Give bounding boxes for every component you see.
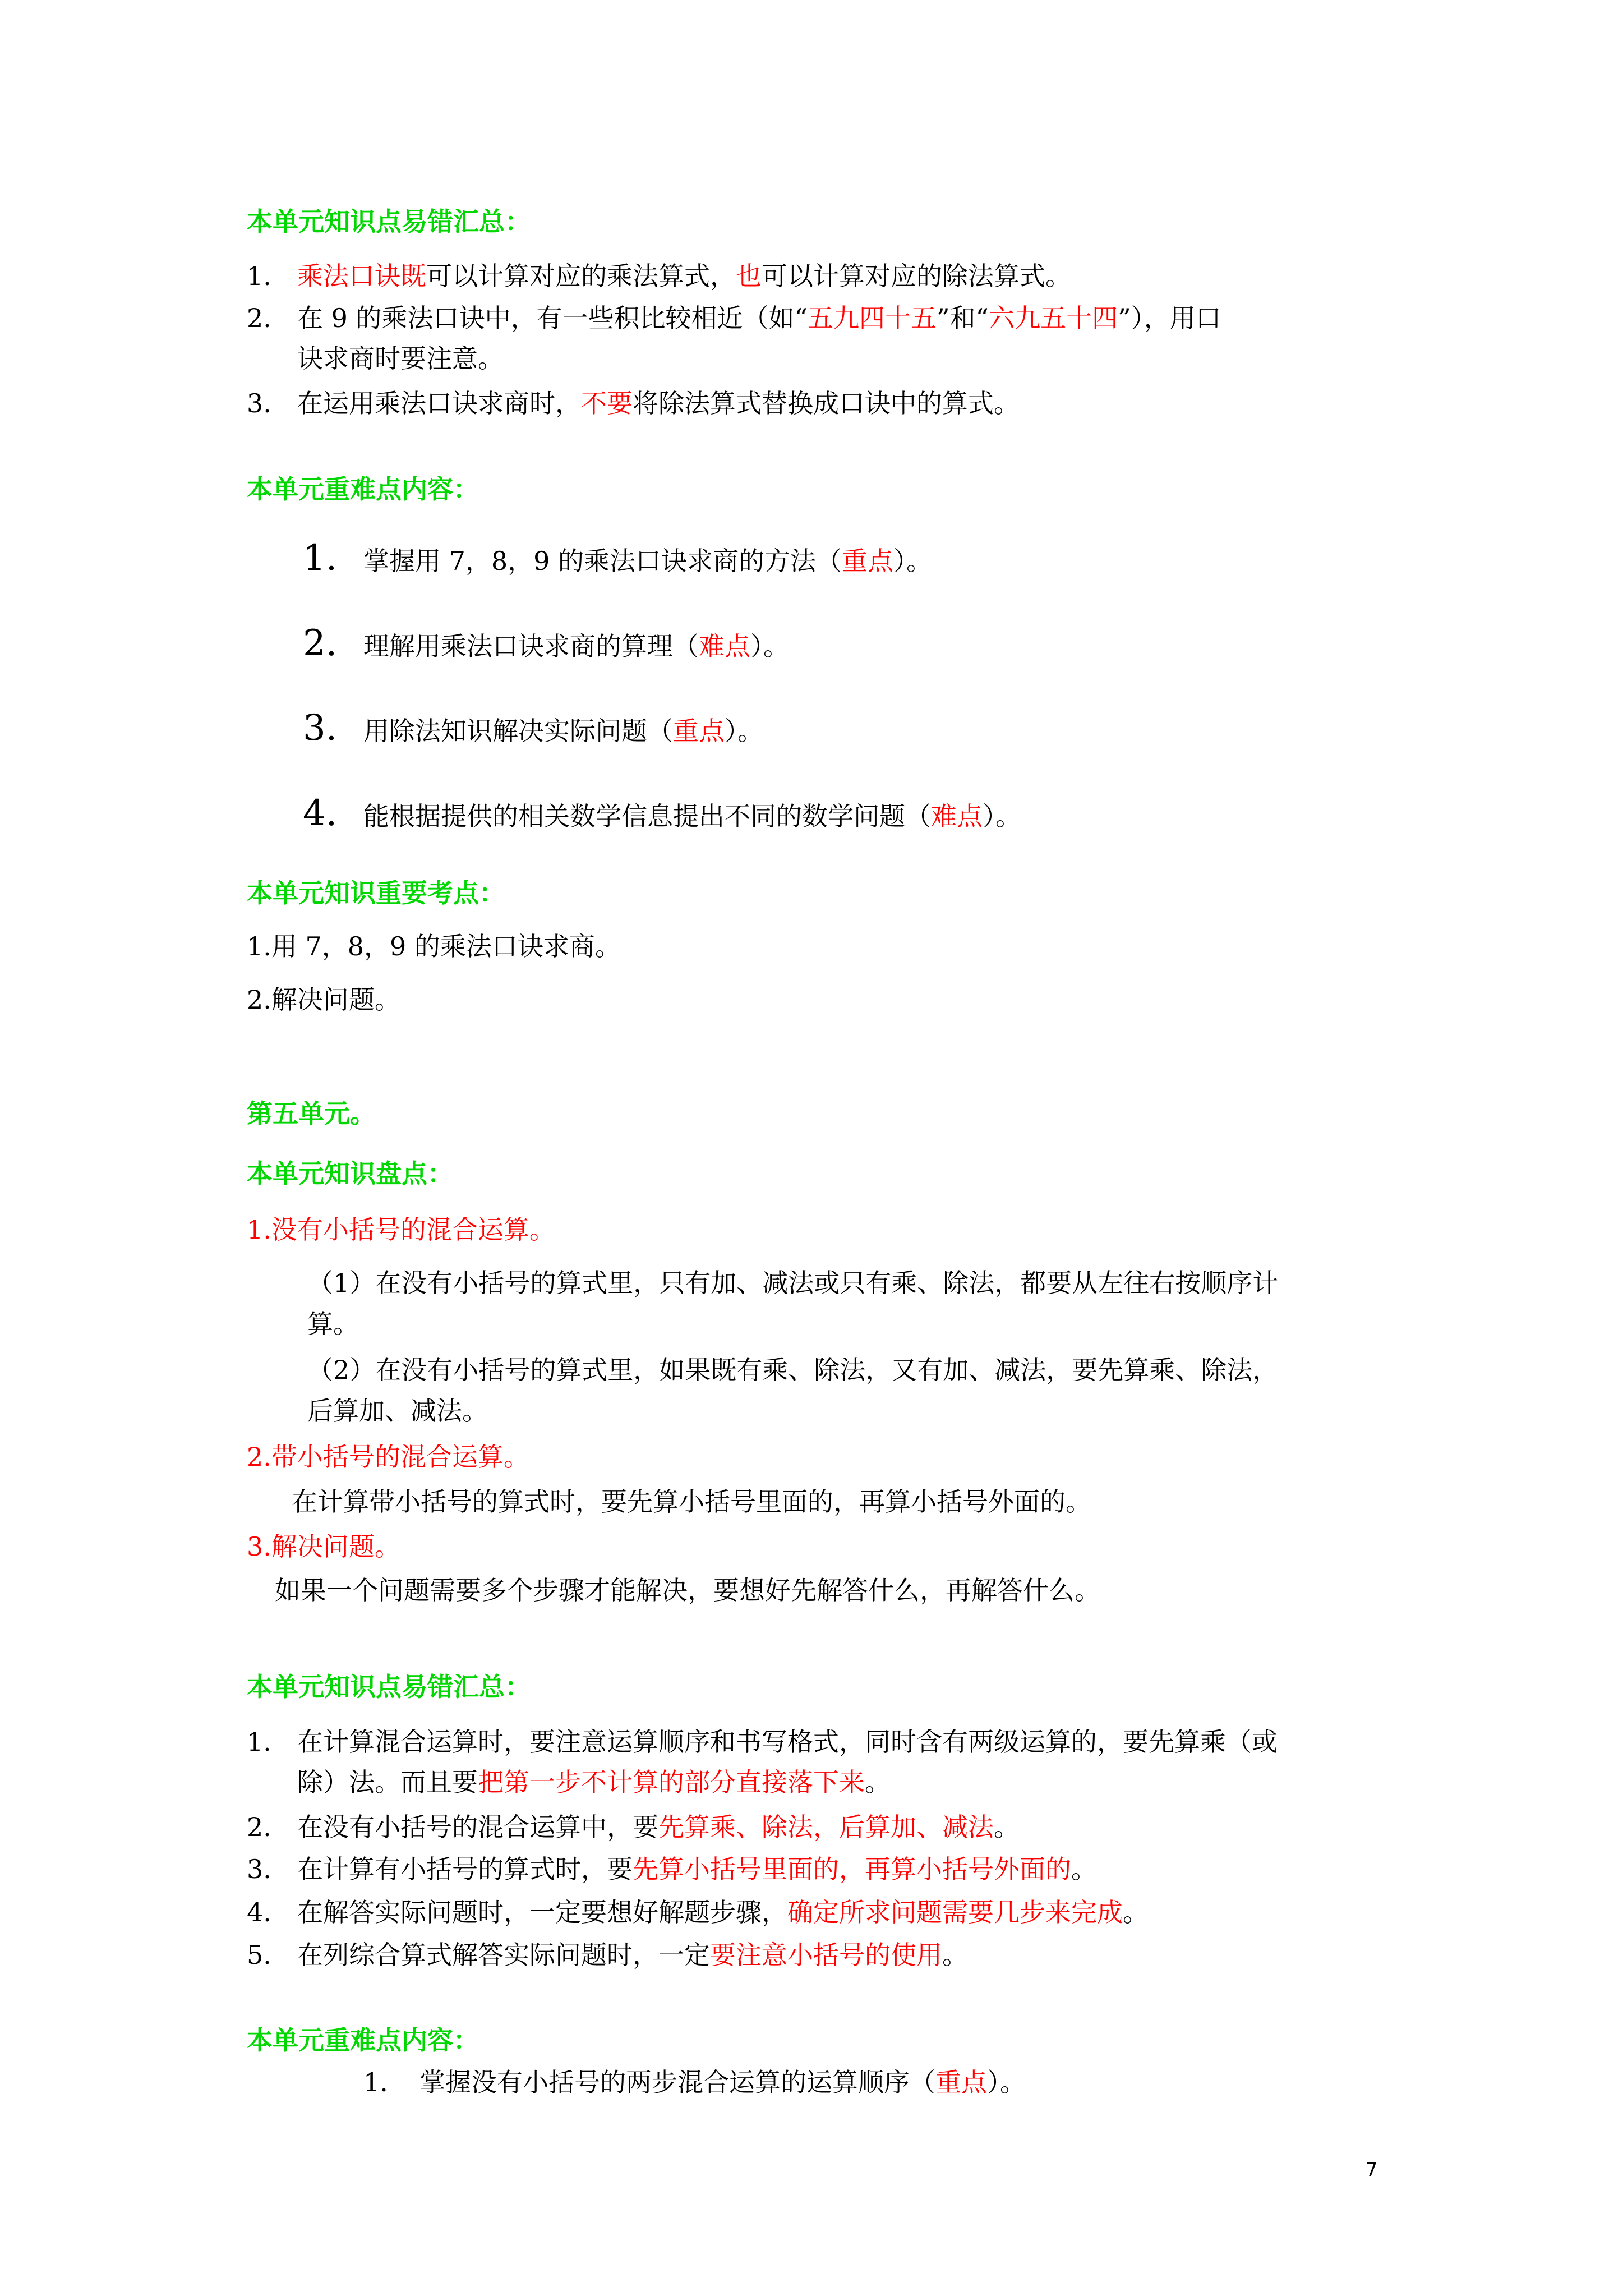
key-point-2-number: 2. <box>303 623 338 664</box>
error2-item-1-text: 在计算混合运算时，要注意运算顺序和书写格式，同时含有两级运算的，要先算乘（或 <box>297 1727 1278 1757</box>
page-number: 7 <box>1366 2159 1378 2181</box>
key-point-4: 能根据提供的相关数学信息提出不同的数学问题（难点）。 <box>363 801 1021 831</box>
error-item-2: 2. <box>247 303 271 333</box>
error2-item-3-number: 3. <box>247 1854 271 1884</box>
error2-item-5-text: 在列综合算式解答实际问题时，一定要注意小括号的使用。 <box>297 1940 968 1970</box>
key-point-4-number: 4. <box>303 793 338 834</box>
unit-5-title: 第五单元。 <box>247 1098 376 1129</box>
error-item-3-text: 在运用乘法口诀求商时，不要将除法算式替换成口诀中的算式。 <box>297 388 1020 418</box>
error2-item-4-number: 4. <box>247 1897 271 1927</box>
key-point-1-number: 1. <box>303 537 338 579</box>
section-heading-key-points-1: 本单元重难点内容： <box>247 474 479 504</box>
exam-point-2: 2.解决问题。 <box>247 984 400 1015</box>
inventory-2-text: 在计算带小括号的算式时，要先算小括号里面的，再算小括号外面的。 <box>292 1487 1091 1517</box>
error-item-2-cont: 诀求商时要注意。 <box>297 343 504 374</box>
exam-point-1: 1.用 7，8，9 的乘法口诀求商。 <box>247 931 621 961</box>
error2-item-3-text: 在计算有小括号的算式时，要先算小括号里面的，再算小括号外面的。 <box>297 1854 1097 1884</box>
error-item-2-text: 在 9 的乘法口诀中，有一些积比较相近（如“五九四十五”和“六九五十四”），用口 <box>297 303 1221 333</box>
inventory-3-text: 如果一个问题需要多个步骤才能解决，要想好先解答什么，再解答什么。 <box>275 1575 1100 1605</box>
section-heading-errors-1: 本单元知识点易错汇总： <box>247 206 531 237</box>
inventory-2-title: 2.带小括号的混合运算。 <box>247 1442 529 1472</box>
error2-item-2-number: 2. <box>247 1812 271 1842</box>
error-item-3: 3. <box>247 388 271 418</box>
section-heading-exam-points: 本单元知识重要考点： <box>247 878 505 908</box>
key-point2-1-number: 1. <box>363 2067 388 2097</box>
error-item-1: 1. <box>247 261 271 291</box>
key-point-3-number: 3. <box>303 707 338 749</box>
error2-item-1-number: 1. <box>247 1727 271 1757</box>
section-heading-key-points-2: 本单元重难点内容： <box>247 2025 479 2055</box>
section-heading-errors-2: 本单元知识点易错汇总： <box>247 1672 531 1702</box>
inventory-1-b-cont: 后算加、减法。 <box>307 1396 488 1426</box>
inventory-1-a-cont: 算。 <box>307 1309 359 1339</box>
key-point-3: 用除法知识解决实际问题（重点）。 <box>363 716 763 746</box>
key-point-1: 掌握用 7，8，9 的乘法口诀求商的方法（重点）。 <box>363 546 933 576</box>
inventory-1-b: （2）在没有小括号的算式里，如果既有乘、除法，又有加、减法，要先算乘、除法， <box>307 1355 1279 1385</box>
error-item-1-text: 乘法口诀既可以计算对应的乘法算式，也可以计算对应的除法算式。 <box>297 261 1071 291</box>
inventory-1-title: 1.没有小括号的混合运算。 <box>247 1214 555 1245</box>
error2-item-2-text: 在没有小括号的混合运算中，要先算乘、除法，后算加、减法。 <box>297 1812 1020 1842</box>
key-point2-1-text: 掌握没有小括号的两步混合运算的运算顺序（重点）。 <box>419 2067 1026 2097</box>
inventory-1-a: （1）在没有小括号的算式里，只有加、减法或只有乘、除法，都要从左往右按顺序计 <box>307 1268 1279 1298</box>
error2-item-5-number: 5. <box>247 1940 271 1970</box>
inventory-3-title: 3.解决问题。 <box>247 1531 400 1562</box>
error2-item-1-cont: 除）法。而且要把第一步不计算的部分直接落下来。 <box>297 1767 891 1797</box>
error2-item-4-text: 在解答实际问题时，一定要想好解题步骤，确定所求问题需要几步来完成。 <box>297 1897 1149 1927</box>
section-heading-inventory: 本单元知识盘点： <box>247 1158 453 1189</box>
key-point-2: 理解用乘法口诀求商的算理（难点）。 <box>363 631 789 661</box>
